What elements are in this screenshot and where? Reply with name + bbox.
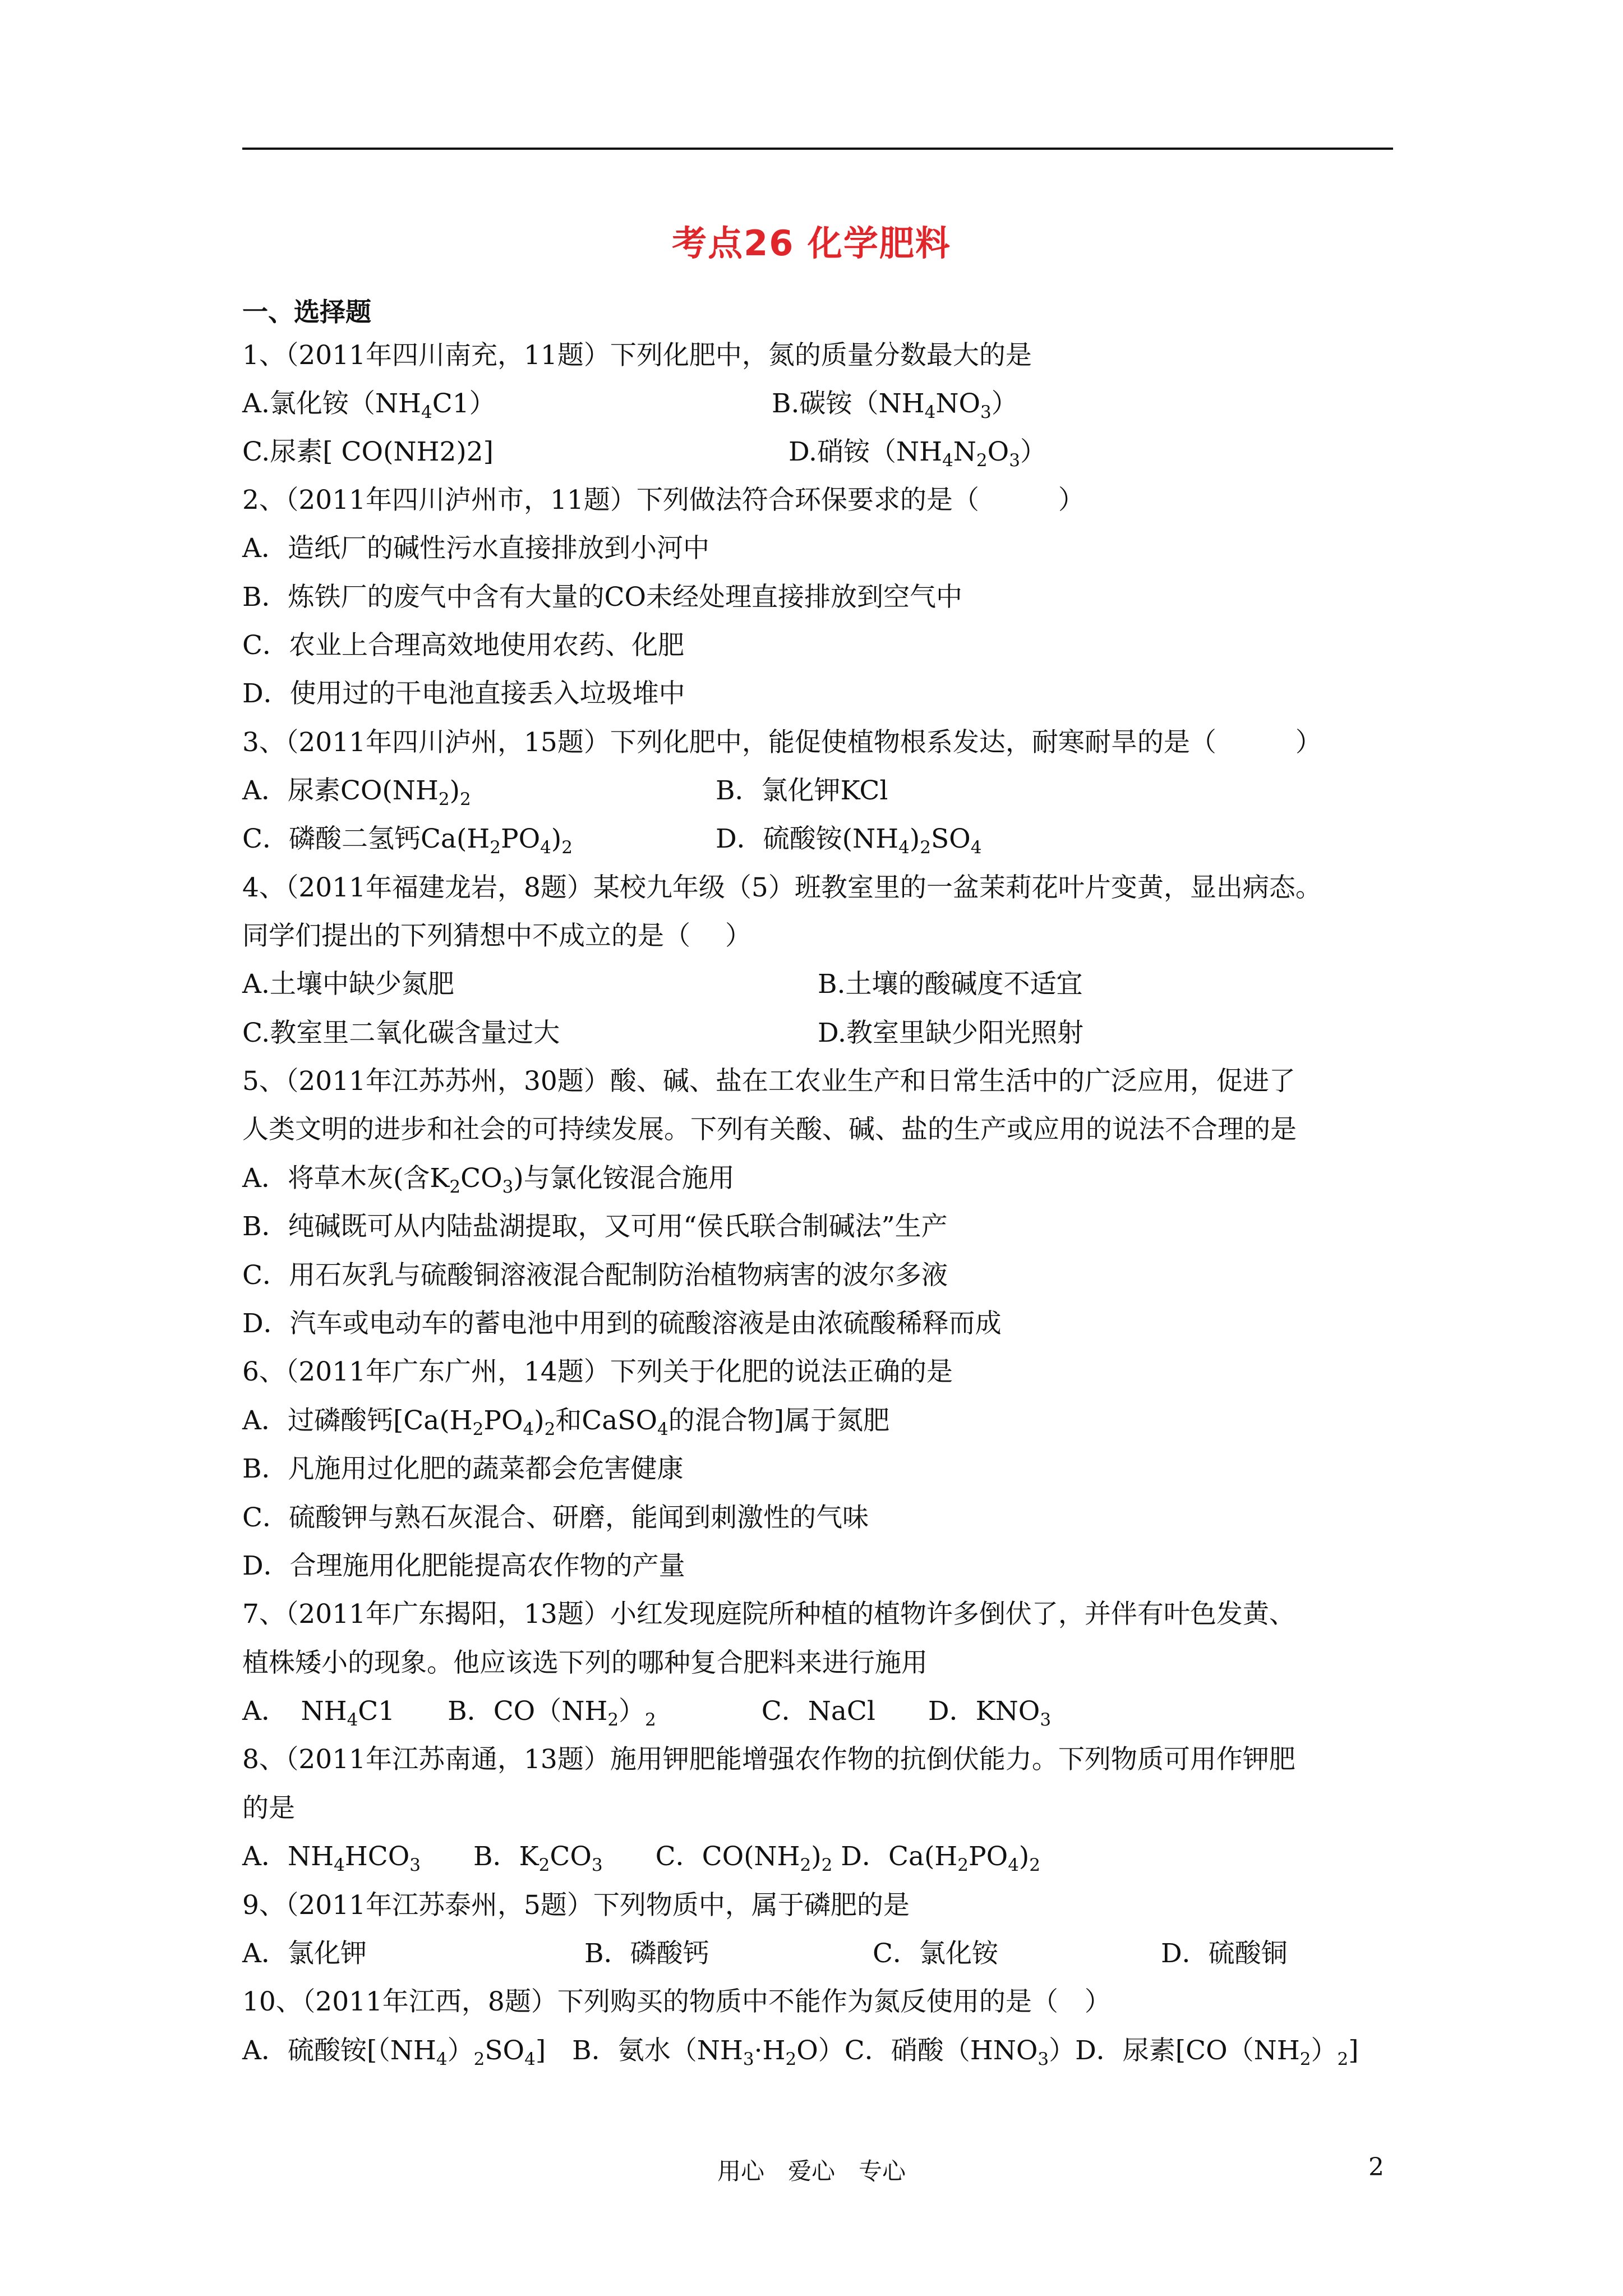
text-line: 3、（2011年四川泸州，15题）下列化肥中，能促使植物根系发达，耐寒耐旱的是（ ） [242, 727, 1322, 758]
text-line: D.硝铵$(NH_4N_2O_3)$ [789, 436, 1046, 471]
text-line: A．将草木灰(含$K_2CO_3$)与氯化铵混合施用 [242, 1163, 735, 1197]
text-line: 8、（2011年江苏南通，13题）施用钾肥能增强农作物的抗倒伏能力。下列物质可用作钾肥 [242, 1744, 1295, 1775]
text-line: C.尿素[ CO(NH2)2] [242, 436, 494, 467]
text-line: D．硫酸铜 [1161, 1938, 1288, 1969]
text-line: 4、（2011年福建龙岩，8题）某校九年级（5）班教室里的一盆茉莉花叶片变黄，显出病态。 [242, 872, 1322, 903]
text-line: C．用石灰乳与硫酸铜溶液混合配制防治植物病害的波尔多液 [242, 1260, 948, 1291]
text-line: A．过磷酸钙[$Ca(H_2PO_4)_2$和CaSO$_4$的混合物]属于氮肥 [242, 1405, 890, 1439]
text-line: B．炼铁厂的废气中含有大量的CO未经处理直接排放到空气中 [242, 582, 963, 613]
text-line: D．使用过的干电池直接丢入垃圾堆中 [242, 678, 685, 709]
text-line: 5、（2011年江苏苏州，30题）酸、碱、盐在工农业生产和日常生活中的广泛应用，促进了 [242, 1066, 1295, 1097]
text-line: C．硫酸钾与熟石灰混合、研磨，能闻到刺激性的气味 [242, 1502, 869, 1533]
text-line: 6、（2011年广东广州，14题）下列关于化肥的说法正确的是 [242, 1356, 953, 1387]
text-line: 2、（2011年四川泸州市，11题）下列做法符合环保要求的是（ ） [242, 485, 1085, 516]
text-line: A.土壤中缺少氮肥 [242, 969, 454, 1000]
text-line: C．氯化铵 [873, 1938, 998, 1969]
text-line: D．硫酸铵$(NH_4)_2SO_4$ [716, 823, 982, 858]
text-line: 人类文明的进步和社会的可持续发展。下列有关酸、碱、盐的生产或应用的说法不合理的是 [242, 1114, 1297, 1145]
text-line: B.碳铵$(NH_4NO_3)$ [772, 388, 1018, 422]
text-line: A． $NH_4C1$ B．$CO(NH_2)_2$ C．NaCl D．$KNO_3$ [242, 1696, 1052, 1730]
text-line: 植株矮小的现象。他应该选下列的哪种复合肥料来进行施用 [242, 1648, 928, 1678]
text-line: 7、（2011年广东揭阳，13题）小红发现庭院所种植的植物许多倒伏了，并伴有叶色发黄、 [242, 1599, 1295, 1630]
text-line: C．磷酸二氢钙$Ca(H_2PO_4)_2$ [242, 823, 573, 858]
text-line: B．凡施用过化肥的蔬菜都会危害健康 [242, 1453, 684, 1484]
text-line: 的是 [242, 1793, 295, 1824]
text-line: A．氯化钾 [242, 1938, 367, 1969]
section-heading: 一、选择题 [242, 297, 371, 327]
text-line: 9、（2011年江苏泰州，5题）下列物质中，属于磷肥的是 [242, 1890, 910, 1921]
text-line: A．尿素$CO(NH_2)_2$ [242, 775, 471, 809]
text-line: 同学们提出的下列猜想中不成立的是（ ） [242, 921, 751, 951]
text-line: C.教室里二氧化碳含量过大 [242, 1018, 560, 1048]
text-line: 10、（2011年江西，8题）下列购买的物质中不能作为氮反使用的是（ ） [242, 1986, 1111, 2017]
text-line: 1、（2011年四川南充，11题）下列化肥中，氮的质量分数最大的是 [242, 340, 1032, 371]
text-line: C．农业上合理高效地使用农药、化肥 [242, 630, 684, 661]
page-title: 考点26 化学肥料 [672, 223, 951, 264]
text-line: D．汽车或电动车的蓄电池中用到的硫酸溶液是由浓硫酸稀释而成 [242, 1308, 1002, 1339]
text-line: A．$NH_4HCO_3$ B．$K_2CO_3$ C．$CO(NH_2)_2$ D．$Ca(H_2PO_4)_2$ [242, 1841, 1040, 1875]
text-line: A．造纸厂的碱性污水直接排放到小河中 [242, 533, 709, 564]
page-number: 2 [1368, 2153, 1384, 2182]
text-line: B.土壤的酸碱度不适宜 [818, 969, 1083, 1000]
text-line: D．合理施用化肥能提高农作物的产量 [242, 1550, 685, 1581]
text-line: B．纯碱既可从内陆盐湖提取，又可用“侯氏联合制碱法”生产 [242, 1211, 948, 1242]
text-line: D.教室里缺少阳光照射 [818, 1018, 1083, 1048]
header-rule [242, 148, 1393, 150]
page-footer: 用心 爱心 专心 [717, 2157, 906, 2185]
text-line: A.氯化铵$(NH_4C1)$ [242, 388, 496, 422]
text-line: B．氯化钾KCl [716, 775, 888, 806]
text-line: B．磷酸钙 [584, 1938, 709, 1969]
text-line: A．硫酸铵$[(NH_4)_2SO_4]$ B．氨水$(NH_3\cdot H_2O)C$．硝酸$(HNO_3)D$．尿素$[CO(NH_2)_2]$ [242, 2035, 1359, 2069]
